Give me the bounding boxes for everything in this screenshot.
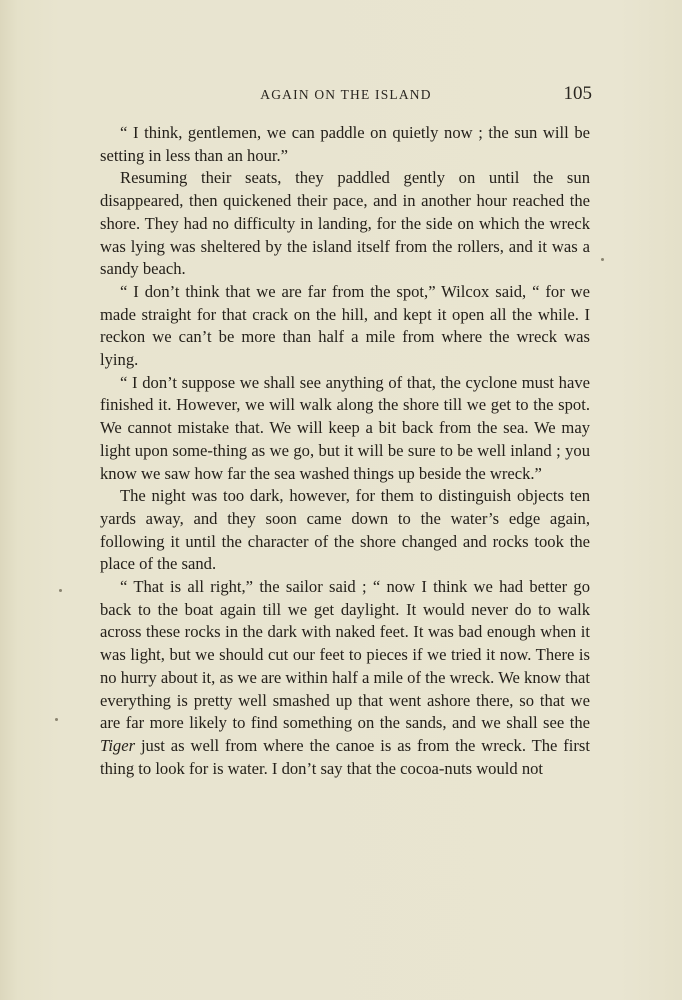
text-segment: just as well from where the canoe is as from the wreck. The first thing to look for is water. I don’t say that the cocoa-nuts would not xyxy=(100,735,590,778)
text-segment: “ I don’t think that we are far from the spot,” Wilcox said, “ for we made straight for that crack on the hill, and kept it open all the while. I reckon we can’t be more than half a mile from where the wreck was lying. xyxy=(100,281,590,370)
text-segment: “ I don’t suppose we shall see anything of that, the cyclone must have finished it. However, we will walk along the shore till we get to the spot. We cannot mistake that. We will keep a bit back from the sea. We may light upon some-thing as we go, but it will be sure to be well inland ; you know we saw how far the sea washed things up beside the wreck.” xyxy=(100,372,590,483)
italic-text: Tiger xyxy=(100,735,136,755)
paper-speck xyxy=(601,258,604,261)
paragraph xyxy=(100,576,590,780)
paragraph xyxy=(100,167,590,281)
running-head: AGAIN ON THE ISLAND xyxy=(260,87,432,102)
page-number: 105 xyxy=(563,83,592,104)
body-text xyxy=(100,122,590,780)
text-segment: Resuming their seats, they paddled gently on until the sun disappeared, then quickened their pace, and in another hour reached the shore. They had no difficulty in landing, for the side on which the wreck was lying was sheltered by the island itself from the rollers, and it was a sandy beach. xyxy=(100,168,590,279)
paper-speck xyxy=(59,589,62,592)
paragraph xyxy=(100,372,590,486)
text-segment: The night was too dark, however, for them to distinguish objects ten yards away, and they soon came down to the water’s edge again, following it until the character of the shore changed and rocks took the place of the sand. xyxy=(100,486,590,574)
text-segment: “ I think, gentlemen, we can paddle on quietly now ; the sun will be setting in less than an hour.” xyxy=(100,123,590,165)
page-header xyxy=(100,83,592,109)
text-segment: “ That is all right,” the sailor said ; “ now I think we had better go back to the boat again till we get daylight. It would never do to walk across these rocks in the dark with naked feet. It was bad enough when it was light, but we should cut our feet to pieces if we tried it now. There is no hurry about it, as we are within half a mile of the wreck. We know that everything is pretty well smashed up that went ashore there, so that we are far more likely to find something on the sands, and we shall see the xyxy=(100,577,590,733)
paragraph xyxy=(100,281,590,372)
paragraph xyxy=(100,485,590,576)
paragraph xyxy=(100,122,590,167)
paper-speck xyxy=(55,718,58,721)
